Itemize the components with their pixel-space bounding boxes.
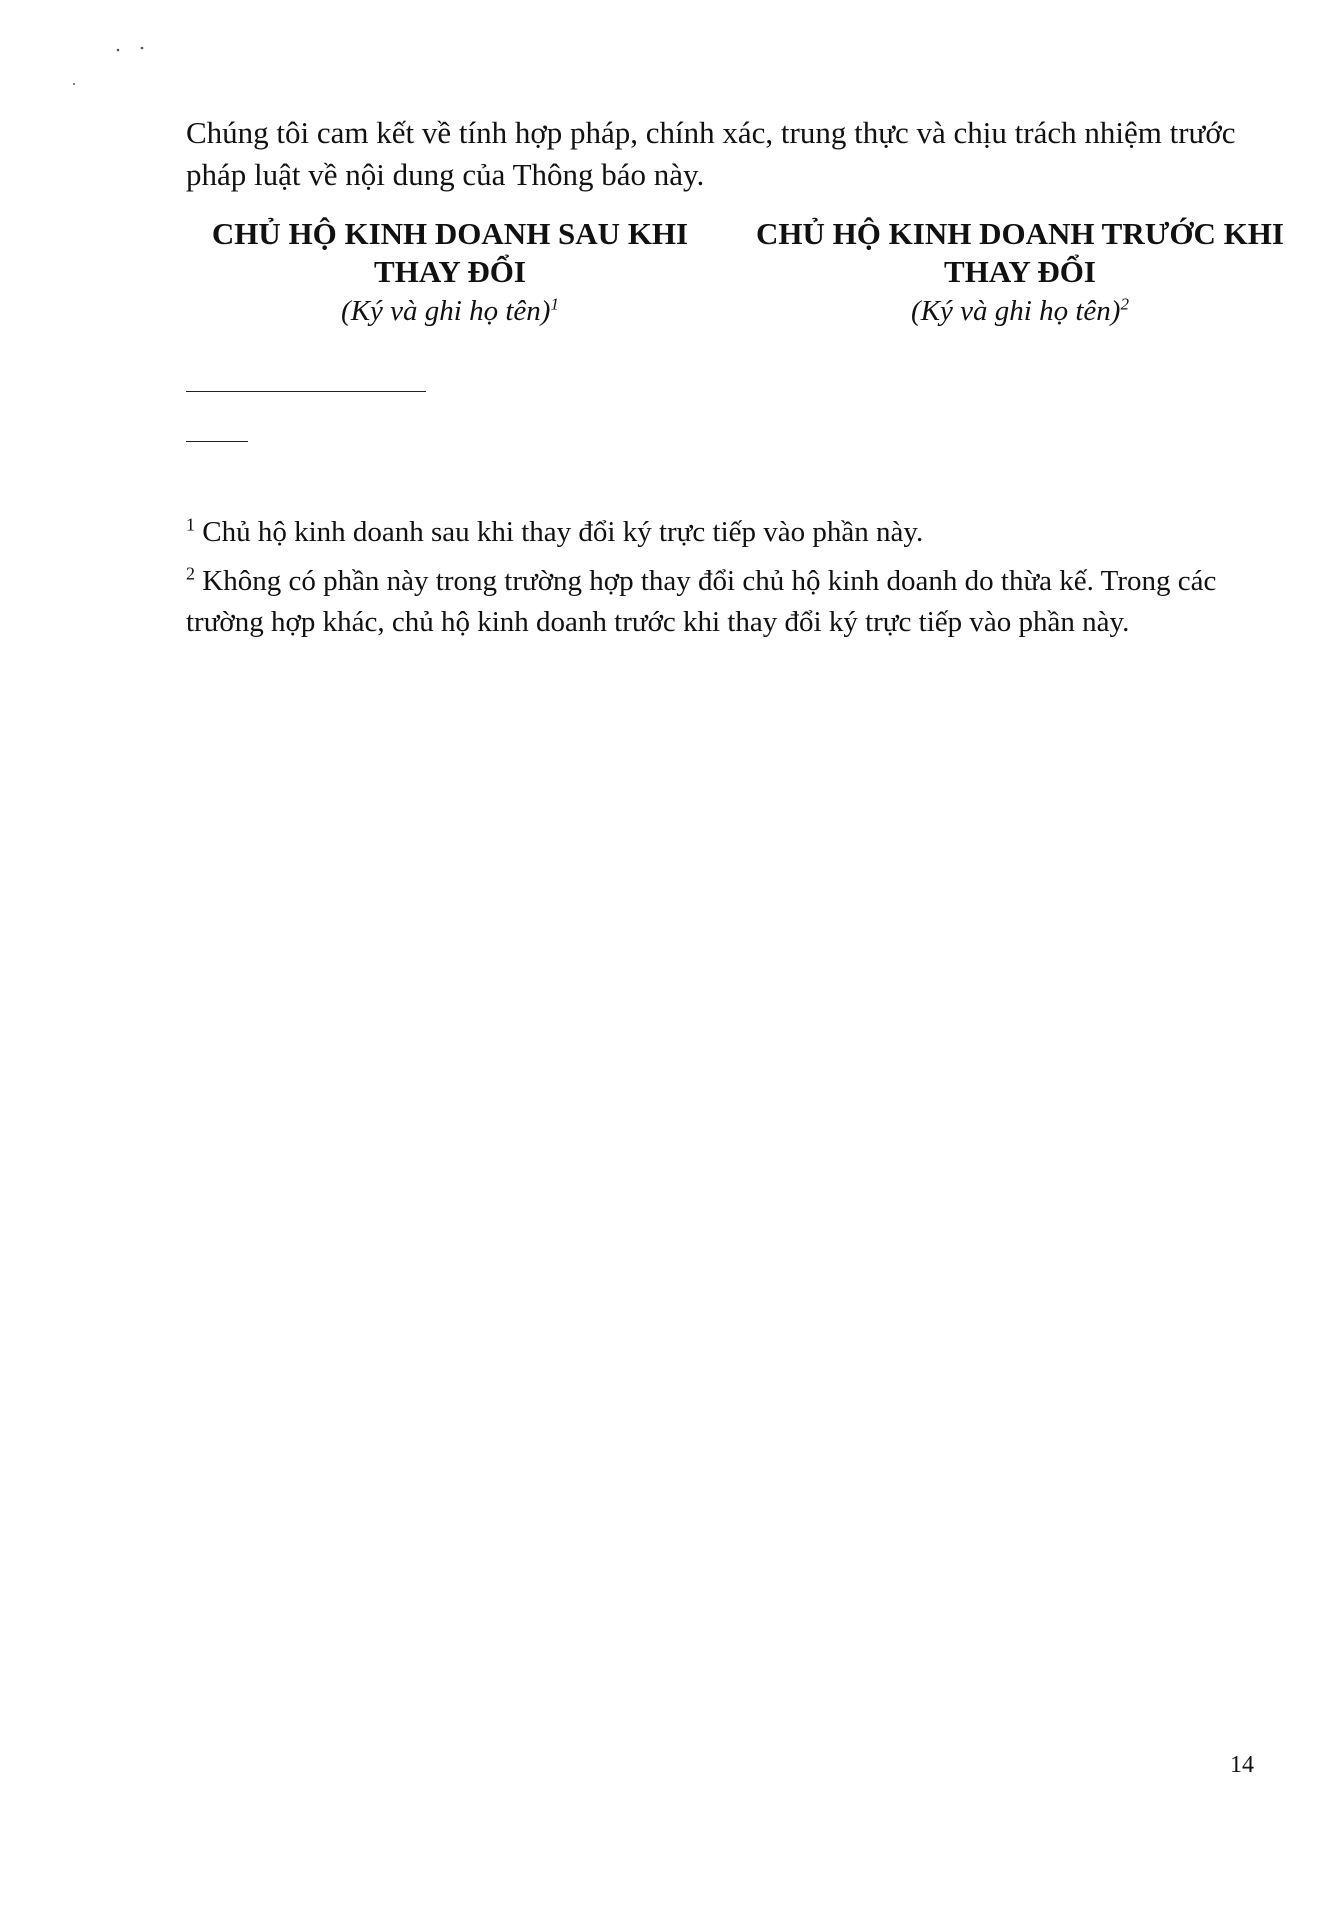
footnote-text-1: Chủ hộ kinh doanh sau khi thay đổi ký trực tiếp vào phần này. [202, 516, 924, 548]
signature-block-after-change [180, 215, 720, 331]
page-number: 14 [1230, 1752, 1254, 1778]
footnote-marker-1: 1 [186, 514, 195, 535]
footnote-text-2: Không có phần này trong trường hợp thay đổi chủ hộ kinh doanh do thừa kế. Trong các trường hợp khác, chủ hộ kinh doanh trước khi thay đổi ký trực tiếp vào phần này. [186, 565, 1217, 638]
footnote-1 [186, 512, 1276, 553]
footnote-marker-2: 2 [186, 563, 195, 584]
footnote-separator-short [186, 441, 248, 442]
signature-note-after-change: (Ký và ghi họ tên)$^1$ [341, 294, 559, 327]
signature-title-after-change: CHỦ HỘ KINH DOANH SAU KHI THAY ĐỔI [211, 216, 689, 289]
signature-title-before-change: CHỦ HỘ KINH DOANH TRƯỚC KHI THAY ĐỔI [756, 216, 1284, 289]
footnote-2 [186, 561, 1276, 643]
footnote-ref-1: 1 [550, 294, 559, 314]
scan-specks-decoration [70, 40, 160, 90]
signature-note-before-change: (Ký và ghi họ tên)$^2$ [911, 294, 1129, 327]
footnote-separator-long [186, 391, 426, 392]
signature-block-before-change [740, 215, 1300, 331]
commitment-statement: Chúng tôi cam kết về tính hợp pháp, chính xác, trung thực và chịu trách nhiệm trước pháp luật về nội dung của Thông báo này. [186, 115, 1236, 192]
footnote-ref-2: 2 [1120, 294, 1129, 314]
